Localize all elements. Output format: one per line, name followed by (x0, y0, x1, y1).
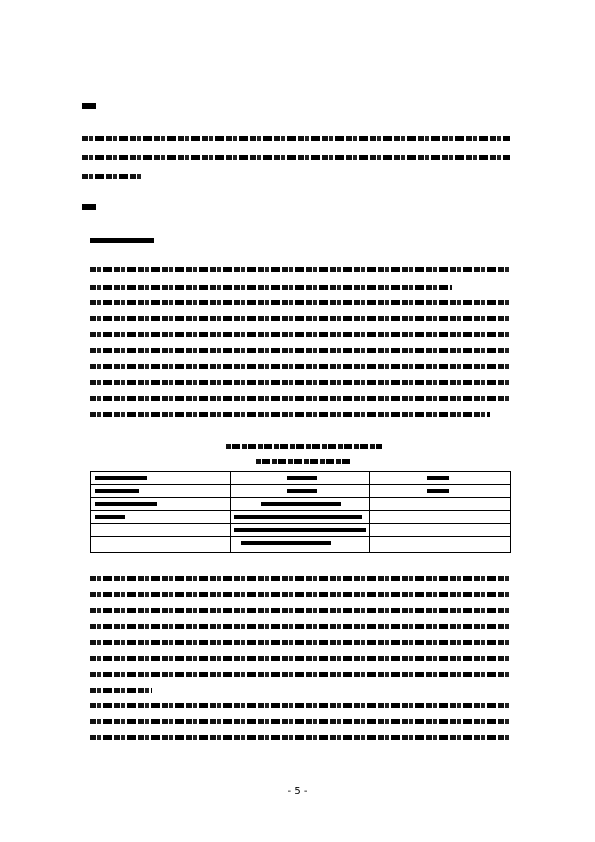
text-line (90, 672, 510, 677)
text-line (90, 267, 510, 272)
text-line (90, 608, 510, 613)
table-cell (241, 541, 331, 545)
text-line (82, 174, 142, 179)
text-line (82, 155, 510, 160)
table-row (91, 537, 510, 550)
text-line (90, 735, 510, 740)
section-heading (82, 204, 96, 210)
table-cell (95, 476, 147, 480)
text-line (90, 285, 452, 290)
text-line (90, 316, 510, 321)
page-number: - 5 - (287, 786, 308, 797)
table-row (91, 498, 510, 511)
table-caption (256, 459, 352, 464)
table-cell (95, 502, 157, 506)
text-line (90, 396, 510, 401)
section-heading (82, 103, 96, 109)
table-cell (427, 476, 449, 480)
table-cell (95, 489, 139, 493)
table-row (91, 511, 510, 524)
table-cell (234, 515, 362, 519)
table-row (91, 472, 510, 485)
table-caption (226, 444, 382, 449)
table-row (91, 485, 510, 498)
text-line (90, 703, 510, 708)
table-cell (427, 489, 449, 493)
text-line (90, 719, 510, 724)
text-line (90, 640, 510, 645)
text-line (90, 688, 152, 693)
text-line (90, 412, 490, 417)
text-line (90, 364, 510, 369)
subsection-heading (90, 238, 154, 243)
text-line (90, 300, 510, 305)
text-line (90, 576, 510, 581)
text-line (82, 136, 510, 141)
table-cell (95, 515, 125, 519)
text-line (90, 332, 510, 337)
table-cell (261, 502, 341, 506)
table-cell (287, 476, 317, 480)
text-line (90, 380, 510, 385)
table-cell (287, 489, 317, 493)
text-line (90, 656, 510, 661)
data-table (90, 471, 511, 553)
text-line (90, 592, 510, 597)
table-row (91, 524, 510, 537)
text-line (90, 348, 510, 353)
table-cell (234, 528, 366, 532)
text-line (90, 624, 510, 629)
